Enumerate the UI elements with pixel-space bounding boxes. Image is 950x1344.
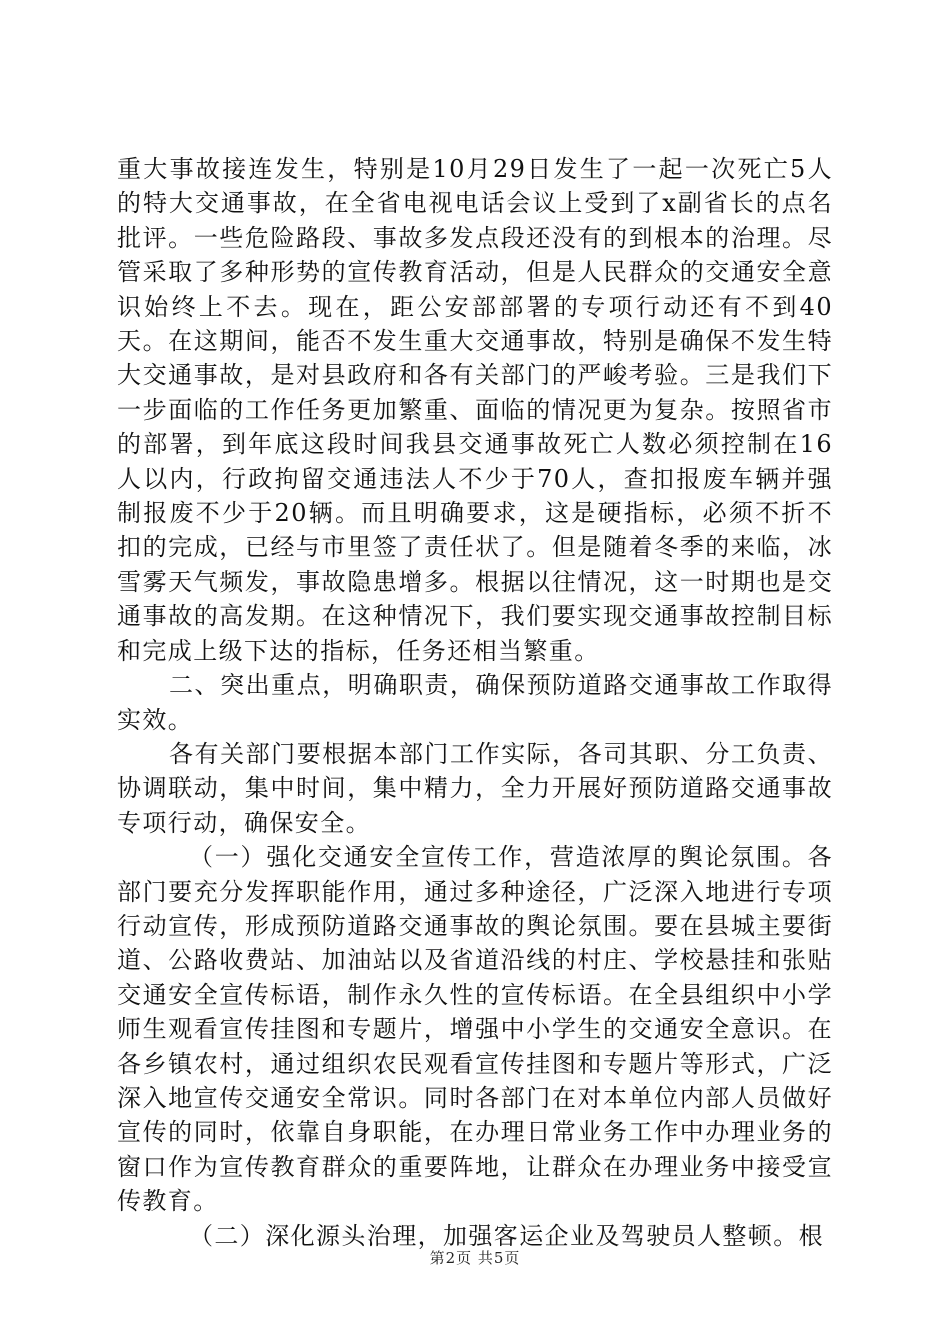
paragraph-departments: 各有关部门要根据本部门工作实际，各司其职、分工负责、协调联动，集中时间，集中精力，全力开展好预防道路交通事故专项行动，确保安全。 bbox=[117, 739, 833, 837]
document-body bbox=[117, 152, 833, 1253]
paragraph-continuation: 重大事故接连发生，特别是10月29日发生了一起一次死亡5人的特大交通事故，在全省电视电话会议上受到了x副省长的点名批评。一些危险路段、事故多发点段还没有的到根本的治理。尽管采取了多种形势的宣传教育活动，但是人民群众的交通安全意识始终上不去。现在，距公安部部署的专项行动还有不到40天。在这期间，能否不发生重大交通事故，特别是确保不发生特大交通事故，是对县政府和各有关部门的严峻考验。三是我们下一步面临的工作任务更加繁重、面临的情况更为复杂。按照省市的部署，到年底这段时间我县交通事故死亡人数必须控制在16人以内，行政拘留交通违法人不少于70人，查扣报废车辆并强制报废不少于20辆。而且明确要求，这是硬指标，必须不折不扣的完成，已经与市里签了责任状了。但是随着冬季的来临，冰雪雾天气频发，事故隐患增多。根据以往情况，这一时期也是交通事故的高发期。在这种情况下，我们要实现交通事故控制目标和完成上级下达的指标，任务还相当繁重。 bbox=[117, 155, 833, 665]
subsection-two: （二）深化源头治理，加强客运企业及驾驶员人整顿。根 bbox=[189, 1221, 824, 1250]
subsection-one: （一）强化交通安全宣传工作，营造浓厚的舆论氛围。各部门要充分发挥职能作用，通过多种途径，广泛深入地进行专项行动宣传，形成预防道路交通事故的舆论氛围。要在县城主要街道、公路收费站、加油站以及省道沿线的村庄、学校悬挂和张贴交通安全宣传标语，制作永久性的宣传标语。在全县组织中小学师生观看宣传挂图和专题片，增强中小学生的交通安全意识。在各乡镇农村，通过组织农民观看宣传挂图和专题片等形式，广泛深入地宣传交通安全常识。同时各部门在对本单位内部人员做好宣传的同时，依靠自身职能，在办理日常业务工作中办理业务的窗口作为宣传教育群众的重要阵地，让群众在办理业务中接受宣传教育。 bbox=[117, 843, 833, 1216]
page-number-footer: 第2页 共5页 bbox=[429, 1249, 521, 1267]
section-heading-two: 二、突出重点，明确职责，确保预防道路交通事故工作取得实效。 bbox=[117, 671, 833, 734]
